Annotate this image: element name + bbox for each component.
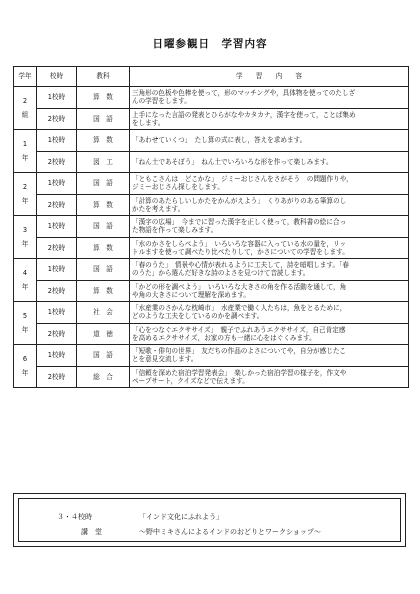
table-row <box>14 259 409 281</box>
period-cell: 2校時 <box>37 366 77 388</box>
header-content: 学 習 内 容 <box>130 67 409 87</box>
period-cell: 2校時 <box>37 237 77 259</box>
period-cell: 2校時 <box>37 151 77 173</box>
grade-label: 年 <box>21 369 29 377</box>
subject-cell: 算 数 <box>77 237 130 259</box>
content-cell <box>130 130 409 152</box>
table-row <box>14 108 409 130</box>
content-line: をします。 <box>132 118 165 127</box>
content-line: 「水産業のさかんな枕崎市」 水産業で働く人たちは，魚をとるために， <box>132 304 347 313</box>
grade-cell <box>14 216 37 259</box>
content-line: 「あわせていくつ」 たし算の式に表し，答えを求めます。 <box>132 136 307 145</box>
grade-number: 1 <box>22 139 28 148</box>
content-line: 「短歌・俳句の世界」 友だちの作品のよさについてや，自分が感じたこ <box>132 347 347 356</box>
table-row <box>14 280 409 302</box>
table-row <box>14 345 409 367</box>
content-line: のうた」から選んだ好きな詩のよさを見つけて音読します。 <box>132 269 310 278</box>
content-line: かたを考えます。 <box>132 204 185 213</box>
period-cell: 1校時 <box>37 345 77 367</box>
grade-cell <box>14 130 37 173</box>
subject-cell: 図 工 <box>77 151 130 173</box>
page-title: 日曜参観日 学習内容 <box>152 38 268 50</box>
grade-number: 6 <box>22 354 28 363</box>
subject-cell: 国 語 <box>77 216 130 238</box>
content-cell <box>130 216 409 238</box>
period-cell: 1校時 <box>37 216 77 238</box>
grade-label: 年 <box>21 240 29 248</box>
subject-cell: 算 数 <box>77 280 130 302</box>
period-cell: 2校時 <box>37 194 77 216</box>
content-cell <box>130 302 409 324</box>
content-cell <box>130 323 409 345</box>
table-row <box>14 237 409 259</box>
content-line: 「ねん土であそぼう」 ねん土でいろいろな形を作って楽しみます。 <box>132 157 333 166</box>
subject-cell: 社 会 <box>77 302 130 324</box>
table-row <box>14 366 409 388</box>
event-period: ３・４校時 <box>57 513 92 521</box>
grade-cell <box>14 87 37 130</box>
grade-label: 年 <box>21 326 29 334</box>
subject-cell: 算 数 <box>77 194 130 216</box>
subject-cell: 国 語 <box>77 173 130 195</box>
subject-cell: 国 語 <box>77 345 130 367</box>
table-row <box>14 173 409 195</box>
grade-label: 年 <box>21 197 29 205</box>
grade-number: 2 <box>22 96 28 105</box>
content-cell <box>130 151 409 173</box>
table-row <box>14 302 409 324</box>
content-line: 「かどの形を調べよう」 いろいろな大きさの角を作る活動を通して，角 <box>132 282 347 291</box>
period-cell: 2校時 <box>37 280 77 302</box>
content-cell <box>130 87 409 109</box>
grade-cell <box>14 259 37 302</box>
grade-label: 組 <box>21 111 29 119</box>
grade-number: 2 <box>22 182 28 191</box>
grade-number: 4 <box>22 268 28 277</box>
subject-cell: 道 徳 <box>77 323 130 345</box>
period-cell: 1校時 <box>37 302 77 324</box>
content-line: 上手になった言語の発表とひらがなやカタカナ，漢字を使って，ことば集め <box>132 110 356 119</box>
event-description: ～野中ミキさんによるインドのおどりとワークショップ～ <box>139 528 321 536</box>
grade-number: 5 <box>22 311 28 320</box>
period-cell: 1校時 <box>37 173 77 195</box>
schedule-table <box>13 66 409 388</box>
content-line: を高めるエクササイズ，お家の方も一緒に心をはぐくみます。 <box>132 333 316 342</box>
content-line: 「水のかさをしらべよう」 いろいろな容器に入っている水の量を，リッ <box>132 239 347 248</box>
subject-cell: 算 数 <box>77 87 130 109</box>
subject-cell: 国 語 <box>77 259 130 281</box>
table-row <box>14 216 409 238</box>
content-line: 三角形の色板や色棒を使って，形のマッチングや，具体物を使ってのたしざ <box>132 89 356 98</box>
content-cell <box>130 280 409 302</box>
content-line: 「信頼を深めた宿泊学習発表会」 楽しかった宿泊学習の様子を，作文や <box>132 368 347 377</box>
table-row <box>14 323 409 345</box>
content-cell <box>130 194 409 216</box>
event-place: 講 堂 <box>81 528 102 536</box>
table-row <box>14 87 409 109</box>
grade-label: 年 <box>21 283 29 291</box>
period-cell: 2校時 <box>37 323 77 345</box>
grade-label: 年 <box>21 154 29 162</box>
grade-cell <box>14 173 37 216</box>
header-subject: 教科 <box>77 67 130 87</box>
subject-cell: 国 語 <box>77 108 130 130</box>
content-line: や角の大きさについて理解を深めます。 <box>132 290 251 299</box>
content-line: た物語を作って楽しみます。 <box>132 226 218 235</box>
content-line: 「春のうた」 情景や心情が表れるように工夫して，詩を暗唱します。「春 <box>132 261 349 270</box>
table-row <box>14 151 409 173</box>
grade-cell <box>14 302 37 345</box>
period-cell: 2校時 <box>37 108 77 130</box>
content-line: トルますを使って調べたり比べたりして，かさについての学習をします。 <box>132 247 349 256</box>
event-theme: 「インド文化にふれよう」 <box>139 513 223 521</box>
table-header-row <box>14 67 409 87</box>
period-cell: 1校時 <box>37 259 77 281</box>
content-line: ジミーおじさん探しをします。 <box>132 183 224 192</box>
content-line: 「ともこさんは どこかな」 ジミーおじさんをさがそう の問題作りや， <box>132 175 353 184</box>
special-event-inner-frame <box>18 498 401 542</box>
table-row <box>14 130 409 152</box>
subject-cell: 総 合 <box>77 366 130 388</box>
content-line: どのような工夫をしているのかを調べます。 <box>132 312 264 321</box>
period-cell: 1校時 <box>37 130 77 152</box>
table-row <box>14 194 409 216</box>
content-line: とを意見交流します。 <box>132 355 198 364</box>
content-line: んの学習をします。 <box>132 97 191 106</box>
header-grade: 学年 <box>14 67 37 87</box>
content-cell <box>130 237 409 259</box>
content-line: 「計算のあたらしいしかたをかんがえよう」 くりあがりのある筆算のし <box>132 196 347 205</box>
content-cell <box>130 366 409 388</box>
header-period: 校時 <box>37 67 77 87</box>
content-line: ペープサート，クイズなどで伝えます。 <box>132 376 249 385</box>
grade-cell <box>14 345 37 388</box>
content-cell <box>130 108 409 130</box>
grade-number: 3 <box>22 225 28 234</box>
special-event-box <box>13 493 406 547</box>
subject-cell: 算 数 <box>77 130 130 152</box>
content-cell <box>130 173 409 195</box>
content-cell <box>130 259 409 281</box>
content-cell <box>130 345 409 367</box>
period-cell: 1校時 <box>37 87 77 109</box>
content-line: 「心をつなぐエクササイズ」 親子でふれあうエクササイズ，自己肯定感 <box>132 325 346 334</box>
content-line: 「漢字の広場」 今までに習った漢字を正しく使って，教科書の絵に合っ <box>132 218 347 227</box>
